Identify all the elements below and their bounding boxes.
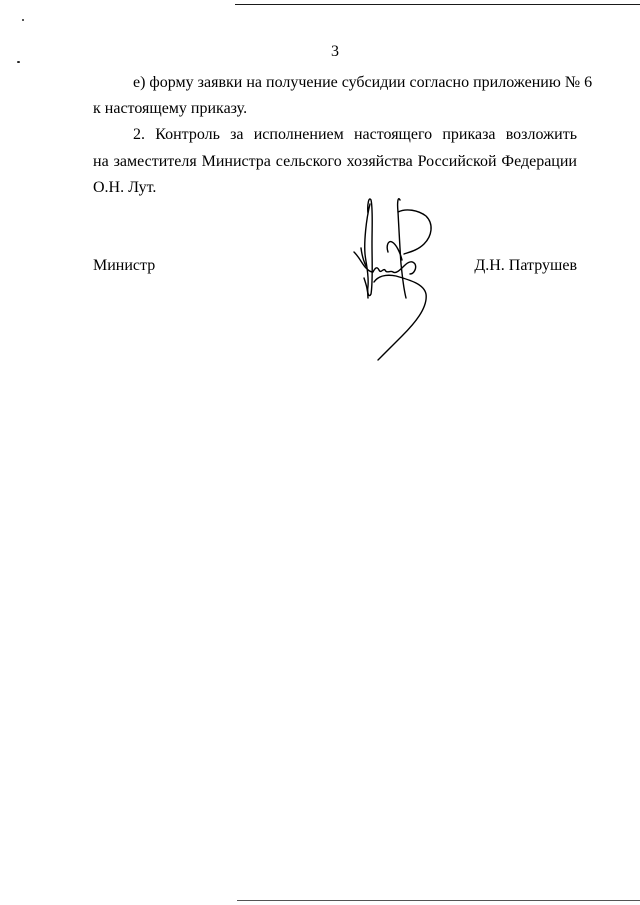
paragraph-line: е) форму заявки на получение субсидии согласно приложению № 6 (133, 74, 593, 91)
paragraph-line: на заместителя Министра сельского хозяйства Российской Федерации (93, 153, 577, 170)
page-number: 3 (331, 43, 339, 60)
paragraph-line: О.Н. Лут. (93, 179, 157, 196)
paragraph-line: к настоящему приказу. (93, 100, 248, 117)
scan-speck (17, 61, 20, 63)
scan-speck (22, 19, 24, 21)
scan-border-top (235, 4, 640, 5)
scan-border-bottom (237, 900, 640, 901)
handwritten-signature (340, 190, 450, 365)
signatory-role: Министр (93, 257, 156, 274)
paragraph-line: 2. Контроль за исполнением настоящего приказа возложить (133, 126, 577, 143)
signatory-name: Д.Н. Патрушев (474, 257, 577, 274)
